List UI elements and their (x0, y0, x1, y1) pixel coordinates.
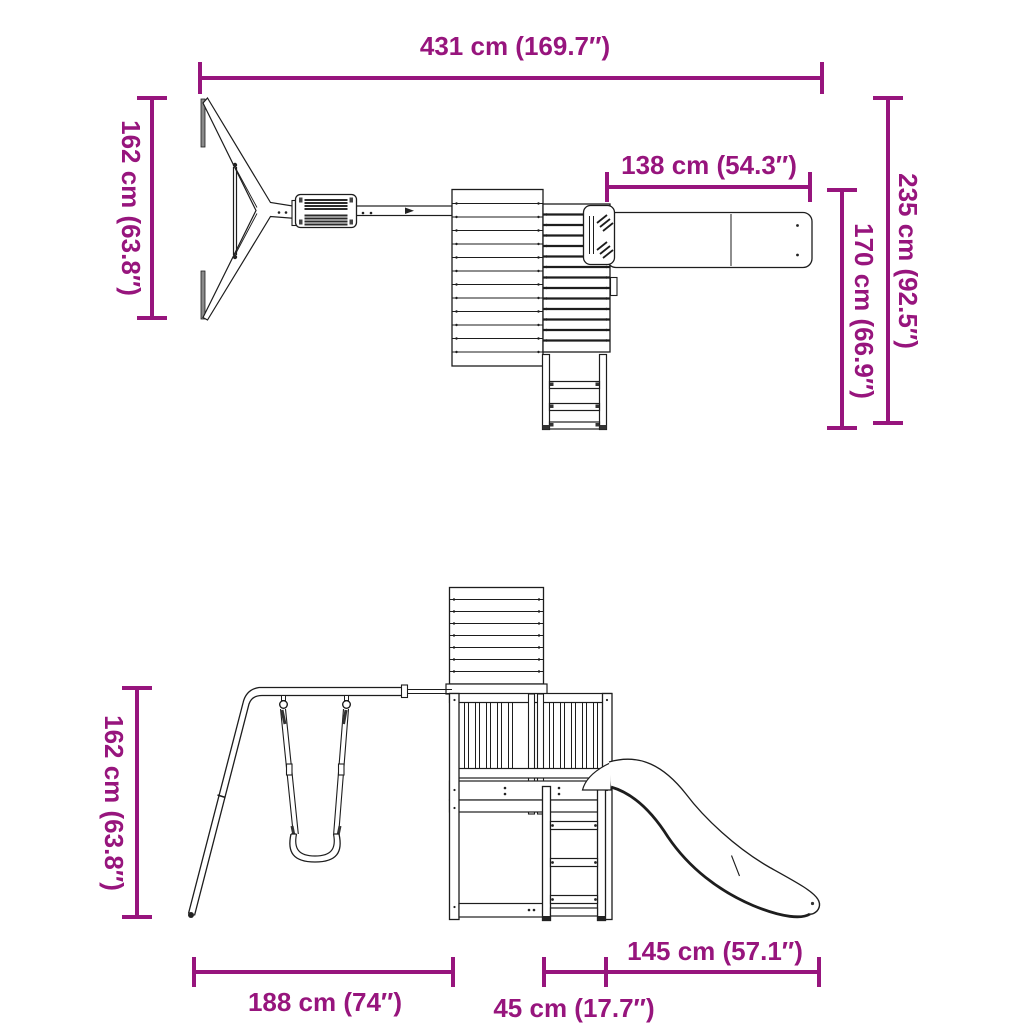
dim-total-width-line (200, 62, 822, 94)
swing-ropes (281, 709, 349, 838)
dim-slide-top-label: 138 cm (54.3″) (621, 150, 797, 180)
swing-hangers (280, 696, 351, 709)
dim-swing-height-label: 162 cm (63.8″) (99, 715, 129, 891)
dim-slide-side-label: 145 cm (57.1″) (627, 936, 803, 966)
ladder-top (543, 355, 607, 430)
slide-top (584, 206, 813, 268)
tower-side (450, 694, 613, 920)
swing-seat-side (290, 834, 340, 862)
dim-swing-width-line (194, 957, 453, 987)
dim-swing-width-label: 188 cm (74″) (247, 987, 403, 1017)
dim-swing-depth-label: 162 cm (63.8″) (116, 120, 146, 296)
roof-side (446, 588, 547, 695)
swing-frame-top (201, 98, 296, 320)
top-view-drawing (201, 98, 812, 430)
swing-side (188, 685, 452, 918)
dim-total-depth-label: 235 cm (92.5″) (893, 173, 923, 349)
dim-ladder-width-line (544, 957, 606, 987)
dim-platform-depth-label: 170 cm (66.9″) (849, 223, 879, 399)
dim-total-width-label: 431 cm (169.7″) (419, 31, 611, 61)
slide-side (583, 759, 820, 917)
dim-ladder-width-label: 45 cm (17.7″) (493, 993, 655, 1023)
swing-seat-top (296, 195, 357, 228)
swing-beam-top (278, 195, 452, 228)
side-view-drawing (188, 588, 820, 922)
